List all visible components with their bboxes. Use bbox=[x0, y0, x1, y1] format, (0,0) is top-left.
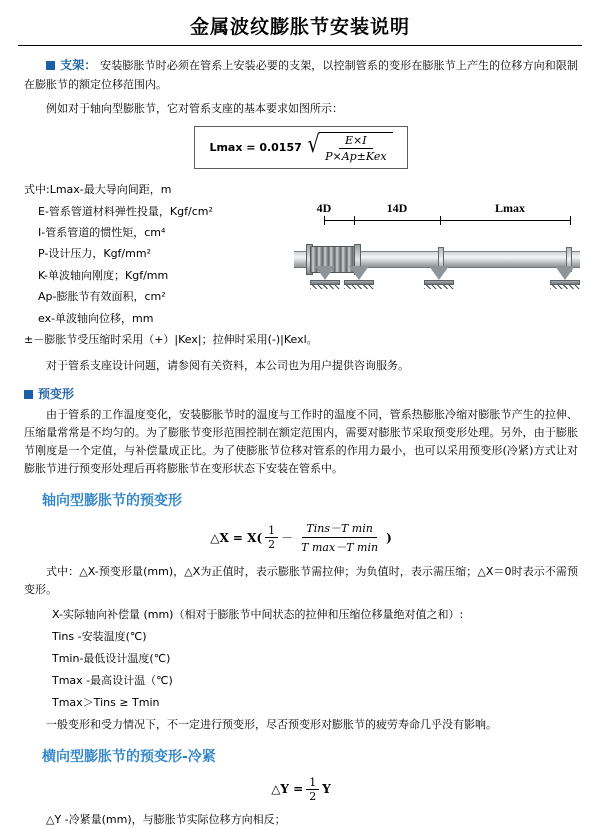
support-triangle-icon bbox=[315, 266, 335, 280]
lateral-equation bbox=[24, 776, 578, 803]
legend-item: E-管系管道材料弹性投量，Kgf/cm² bbox=[38, 204, 213, 218]
dimension-segment bbox=[354, 220, 440, 221]
list-item: Tmin-最低设计温度(℃) bbox=[52, 651, 171, 665]
sqrt-icon: √ bbox=[307, 130, 320, 159]
support-triangle-icon bbox=[429, 266, 449, 280]
pipe-support-guide-1 bbox=[344, 266, 374, 288]
list-item: Tmax＞Tins ≥ Tmin bbox=[52, 695, 160, 709]
dimension-segment bbox=[324, 220, 354, 221]
lmax-legend-list bbox=[24, 179, 318, 351]
document-body bbox=[0, 56, 600, 829]
lateral-equation-lhs: △Y = bbox=[271, 782, 304, 797]
lmax-numerator: E×I bbox=[339, 134, 373, 149]
predeform-heading-label: 预变形 bbox=[38, 386, 75, 401]
support-hatching bbox=[550, 285, 580, 289]
axial-temp-numerator: Tins－T min bbox=[302, 520, 376, 538]
pipe-support-guide-2 bbox=[424, 266, 454, 288]
axial-half-numerator: 1 bbox=[265, 524, 278, 538]
document-page bbox=[0, 12, 600, 826]
title-divider bbox=[18, 45, 582, 46]
dimension-label-lmax: Lmax bbox=[495, 201, 525, 215]
lmax-formula-box bbox=[194, 126, 408, 169]
bracket-paragraph-2: 例如对于轴向型膨胀节，它对管系支座的基本要求如图所示： bbox=[46, 101, 343, 115]
lateral-half-denominator: 2 bbox=[309, 789, 317, 803]
bracket-paragraph-3: 对于管系支座设计问题，请参阅有关资料，本公司也为用户提供咨询服务。 bbox=[46, 358, 409, 372]
support-triangle-icon bbox=[349, 266, 369, 280]
lateral-half-numerator: 1 bbox=[306, 776, 319, 790]
bracket-paragraph-1 bbox=[24, 56, 578, 94]
axial-equation-rhs: ) bbox=[386, 530, 392, 545]
dimension-label-14d: 14D bbox=[386, 201, 408, 215]
dimension-label-4d: 4D bbox=[316, 201, 332, 215]
dimension-lines bbox=[294, 216, 580, 225]
sqrt-group bbox=[306, 132, 393, 163]
lmax-denominator: P×Ap±Kex bbox=[325, 150, 387, 164]
predeform-paragraph-1: 由于管系的工作温度变化，安装膨胀节时的温度与工作时的温度不同，管系热膨胀冷缩对膨胀节产生的拉伸、压缩量常常是不均匀的。为了膨胀节变形范围控制在额定范围内，需要对膨胀节采取预变形处理。另外，由于膨胀节刚度是一个定值，与补偿量成正比。为了使膨胀节位移对管系的作用力最小，也可以采用预变形(冷紧)方式让对膨胀节进行预变形处理后再将膨胀节在变形状态下安装在管系中。 bbox=[24, 407, 578, 476]
dimension-tick bbox=[570, 216, 571, 225]
lateral-where-text: △Y -冷紧量(mm)，与膨胀节实际位移方向相反； bbox=[46, 812, 286, 826]
bracket-section-heading bbox=[46, 58, 96, 72]
axial-where-text: 式中：△X-预变形量(mm)，△X为正值时，表示膨胀节需拉伸；为负值时，表示需压缩；△X＝0时表示不需预变形。 bbox=[24, 565, 578, 597]
page-title: 金属波纹膨胀节安装说明 bbox=[189, 16, 410, 38]
list-item: Tins -安装温度(℃) bbox=[52, 629, 147, 643]
pipe-illustration bbox=[294, 227, 580, 305]
axial-minus-sign: － bbox=[281, 531, 294, 546]
axial-half-denominator: 2 bbox=[268, 538, 276, 552]
diagram-dimension-labels bbox=[294, 198, 580, 216]
pipe-support-guide-3 bbox=[550, 266, 580, 288]
support-hatching bbox=[344, 285, 374, 289]
dimension-segment bbox=[440, 220, 570, 221]
axial-temp-denominator: T max－T min bbox=[301, 541, 379, 555]
legend-item: ex-单波轴向位移，mm bbox=[38, 311, 154, 325]
axial-variable-list bbox=[24, 604, 578, 714]
axial-half-fraction bbox=[265, 524, 278, 551]
axial-equation-inline bbox=[210, 520, 392, 555]
support-triangle-icon bbox=[555, 266, 575, 280]
support-hatching bbox=[424, 285, 454, 289]
lateral-equation-rhs: Y bbox=[322, 782, 331, 797]
lateral-half-fraction bbox=[306, 776, 319, 803]
lmax-formula-label: Lmax = 0.0157 bbox=[209, 141, 302, 155]
legend-item: K-单波轴向刚度；Kgf/mm bbox=[38, 268, 169, 282]
legend-item: I-管系管道的惯性矩，cm⁴ bbox=[38, 225, 166, 239]
legend-item: Ap-膨胀节有效面积，cm² bbox=[38, 290, 166, 304]
predeform-section-heading bbox=[24, 385, 578, 402]
legend-item: ±－膨胀节受压缩时采用（+）|Kex|；拉伸时采用(-)|Kexl。 bbox=[24, 333, 318, 347]
axial-equation bbox=[24, 520, 578, 555]
lmax-formula bbox=[209, 132, 392, 163]
bracket-paragraph-1-text: 安装膨胀节时必须在管系上安装必要的支架，以控制管系的变形在膨胀节上产生的位移方向和限制在膨胀节的额定位移范围内。 bbox=[24, 59, 578, 91]
bracket-heading-label: 支架： bbox=[60, 58, 97, 72]
axial-section-heading: 轴向型膨胀节的预变形 bbox=[42, 493, 182, 510]
list-item: X-实际轴向补偿量 (mm)（相对于膨胀节中间状态的拉伸和压缩位移量绝对值之和）: bbox=[52, 607, 464, 621]
piping-diagram bbox=[294, 198, 580, 305]
list-item: Tmax -最高设计温（℃) bbox=[52, 673, 173, 687]
blue-square-icon bbox=[46, 61, 55, 70]
blue-square-icon bbox=[24, 390, 33, 399]
lateral-section-heading: 横向型膨胀节的预变形-冷紧 bbox=[42, 748, 216, 765]
legend-item: P-设计压力，Kgf/mm² bbox=[38, 247, 151, 261]
lateral-equation-inline bbox=[271, 776, 331, 803]
legend-item: 式中:Lmax-最大导向间距，m bbox=[24, 183, 172, 197]
axial-equation-lhs: △X = X( bbox=[210, 530, 263, 545]
axial-note: 一般变形和受力情况下，不一定进行预变形，尽否预变形对膨胀节的疲劳寿命几乎没有影响。 bbox=[46, 717, 497, 731]
pipe-support-anchor bbox=[310, 266, 340, 288]
support-hatching bbox=[310, 285, 340, 289]
axial-temp-fraction bbox=[297, 520, 382, 555]
lmax-fraction bbox=[319, 132, 392, 163]
